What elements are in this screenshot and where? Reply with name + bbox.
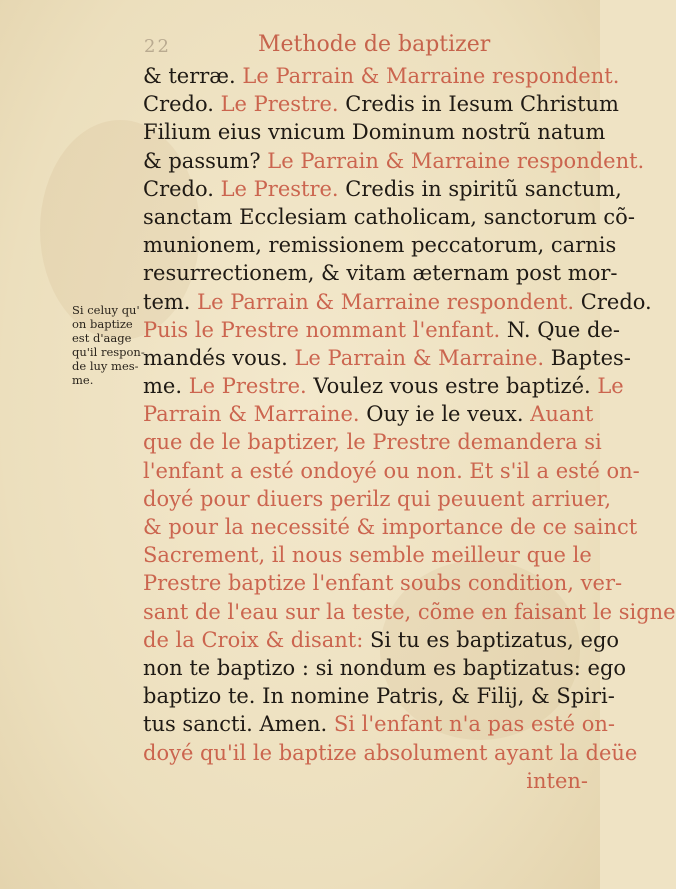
liturgical-text: Baptes- [550, 345, 631, 370]
text-line [143, 739, 638, 767]
body-text [143, 62, 676, 795]
text-line [143, 90, 619, 118]
running-head: Methode de baptizer [258, 32, 491, 57]
margin-note-line: Si celuy qu' [72, 303, 140, 317]
text-line [143, 457, 640, 485]
margin-note-line: me. [72, 373, 94, 387]
rubric-text: doyé pour diuers perilz qui peuuent arriuer, [143, 486, 612, 511]
text-line [143, 485, 612, 513]
text-line [143, 428, 602, 456]
liturgical-text: Credis in spiritũ sanctum, [345, 176, 622, 201]
liturgical-text: sanctam Ecclesiam catholicam, sanctorum cõ- [143, 204, 635, 229]
page-number: 22 [144, 36, 171, 57]
liturgical-text: Filium eius vnicum Dominum nostrũ natum [143, 120, 606, 145]
text-line [143, 175, 622, 203]
liturgical-text: resurrectionem, & vitam æternam post mor- [143, 261, 618, 286]
liturgical-text: & passum? [143, 148, 268, 173]
text-line [143, 288, 652, 316]
text-line [143, 372, 624, 400]
liturgical-text: tus sancti. Amen. [143, 712, 334, 737]
rubric-text: doyé qu'il le baptize absolument ayant la deüe [143, 740, 638, 765]
text-line [143, 569, 623, 597]
rubric-text: de la Croix & disant: [143, 627, 370, 652]
rubric-text: Le Prestre. [188, 374, 314, 399]
text-line [143, 513, 638, 541]
text-line [143, 203, 635, 231]
liturgical-text: Si tu es baptizatus, ego [369, 627, 620, 652]
rubric-text: Sacrement, il nous semble meilleur que le [143, 543, 592, 568]
rubric-text: Le [597, 374, 624, 399]
rubric-text: Parrain & Marraine. [143, 402, 367, 427]
rubric-text: l'enfant a esté ondoyé ou non. Et s'il a esté on- [143, 458, 640, 483]
liturgical-text: me. [143, 374, 189, 399]
liturgical-text: & terræ. [143, 64, 243, 88]
text-line [143, 626, 620, 654]
liturgical-text: munionem, remissionem peccatorum, carnis [143, 233, 617, 258]
text-line [143, 118, 606, 146]
rubric-text: Le Prestre. [220, 92, 346, 117]
text-line [143, 541, 592, 569]
text-line [143, 259, 618, 287]
liturgical-text: tem. [143, 289, 198, 314]
text-line [143, 710, 615, 738]
text-line [143, 316, 621, 344]
margin-note-line: est d'aage [72, 331, 132, 345]
text-line [143, 598, 676, 626]
liturgical-text: N. Que de- [506, 317, 621, 342]
rubric-text: & pour la necessité & importance de ce sainct [143, 515, 638, 539]
text-line [143, 231, 617, 259]
rubric-text: Puis le Prestre nommant l'enfant. [143, 317, 507, 342]
liturgical-text: non te baptizo : si nondum es baptizatus: ego [143, 655, 627, 680]
liturgical-text: Ouy ie le veux. [366, 402, 531, 427]
rubric-text: Le Parrain & Marraine respondent. [197, 289, 581, 314]
margin-note-line: qu'il respon- [72, 345, 145, 359]
margin-note [72, 303, 152, 387]
rubric-text: Le Prestre. [220, 176, 346, 201]
margin-note-line: de luy mes- [72, 359, 139, 373]
liturgical-text: baptizo te. In nomine Patris, & Filij, & Spiri- [143, 684, 615, 709]
liturgical-text: Credo. [143, 176, 221, 201]
text-line [143, 62, 620, 90]
rubric-text: sant de l'eau sur la teste, cõme en faisant le signe [143, 599, 676, 624]
rubric-text: Le Parrain & Marraine respondent. [267, 148, 645, 173]
rubric-text: Le Parrain & Marraine respondent. [242, 64, 620, 88]
text-line [143, 767, 588, 795]
liturgical-text: Credo. [143, 92, 221, 117]
liturgical-text: Voulez vous estre baptizé. [313, 374, 598, 399]
liturgical-text: Credis in Iesum Christum [345, 92, 619, 117]
rubric-text: que de le baptizer, le Prestre demandera si [143, 430, 602, 455]
text-line [143, 654, 627, 682]
text-line [143, 344, 631, 372]
text-line [143, 147, 645, 175]
rubric-text: inten- [526, 768, 588, 793]
text-line [143, 682, 615, 710]
rubric-text: Si l'enfant n'a pas esté on- [333, 712, 615, 737]
rubric-text: Le Parrain & Marraine. [294, 345, 551, 370]
rubric-text: Auant [530, 402, 594, 427]
text-line [143, 400, 594, 428]
liturgical-text: Credo. [580, 289, 652, 314]
margin-note-line: on baptize [72, 317, 133, 331]
liturgical-text: mandés vous. [143, 345, 295, 370]
rubric-text: Prestre baptize l'enfant soubs condition, ver- [143, 571, 623, 596]
